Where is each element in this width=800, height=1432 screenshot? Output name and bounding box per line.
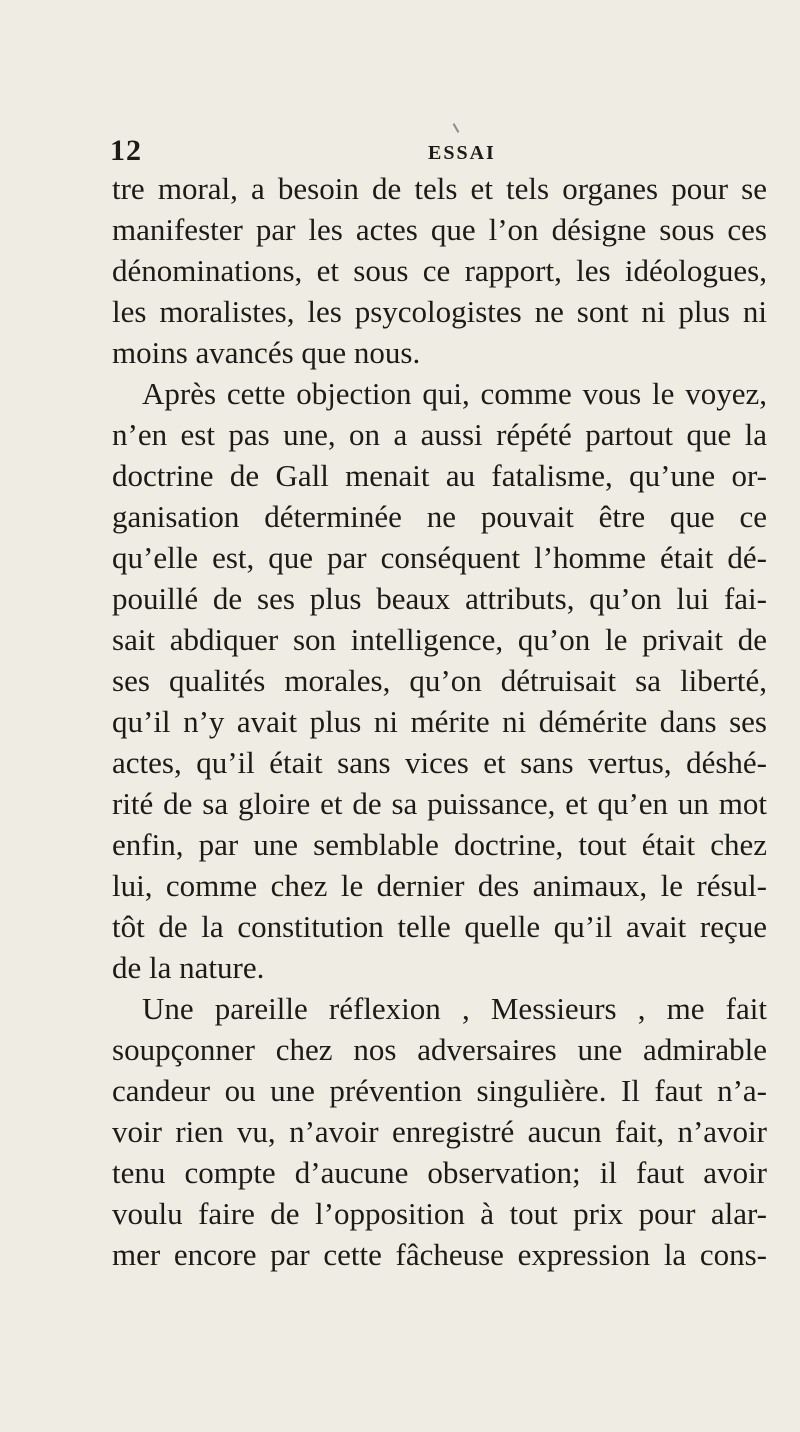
text-line: tenu compte d’aucune observation; il faut avoir [112, 1155, 767, 1190]
text-line: sait abdiquer son intelligence, qu’on le privait de [112, 622, 767, 657]
text-line: pouillé de ses plus beaux attributs, qu’on lui fai- [112, 581, 767, 616]
text-line: voir rien vu, n’avoir enregistré aucun fait, n’avoir [112, 1114, 767, 1149]
text-line: de la nature. [112, 950, 265, 985]
page-header [0, 130, 800, 170]
text-line: actes, qu’il était sans vices et sans vertus, déshé- [112, 745, 767, 780]
running-head: ESSAI [428, 142, 496, 164]
text-line: voulu faire de l’opposition à tout prix pour alar- [112, 1196, 767, 1231]
text-line: n’en est pas une, on a aussi répété partout que la [112, 417, 767, 452]
text-line: qu’elle est, que par conséquent l’homme était dé- [112, 540, 767, 575]
text-line: manifester par les actes que l’on désigne sous ces [112, 212, 767, 247]
text-line: mer encore par cette fâcheuse expression la cons- [112, 1237, 767, 1272]
text-line: tôt de la constitution telle quelle qu’il avait reçue [112, 909, 767, 944]
text-line: tre moral, a besoin de tels et tels organes pour se [112, 171, 767, 206]
text-line: ganisation déterminée ne pouvait être que ce [112, 499, 767, 534]
text-line: rité de sa gloire et de sa puissance, et qu’en un mot [112, 786, 767, 821]
text-line: lui, comme chez le dernier des animaux, le résul- [112, 868, 767, 903]
text-line: ses qualités morales, qu’on détruisait sa liberté, [112, 663, 767, 698]
page-number: 12 [110, 134, 142, 167]
text-line: candeur ou une prévention singulière. Il faut n’a- [112, 1073, 767, 1108]
text-line: qu’il n’y avait plus ni mérite ni démérite dans ses [112, 704, 767, 739]
text-line: Une pareille réflexion , Messieurs , me fait [142, 991, 767, 1026]
text-line: soupçonner chez nos adversaires une admirable [112, 1032, 767, 1067]
text-line: dénominations, et sous ce rapport, les idéologues, [112, 253, 767, 288]
text-line: moins avancés que nous. [112, 335, 421, 370]
text-line: enfin, par une semblable doctrine, tout était chez [112, 827, 767, 862]
text-line: les moralistes, les psycologistes ne sont ni plus ni [112, 294, 767, 329]
body-text [112, 168, 767, 1275]
text-line: doctrine de Gall menait au fatalisme, qu’une or- [112, 458, 767, 493]
text-line: Après cette objection qui, comme vous le voyez, [142, 376, 767, 411]
